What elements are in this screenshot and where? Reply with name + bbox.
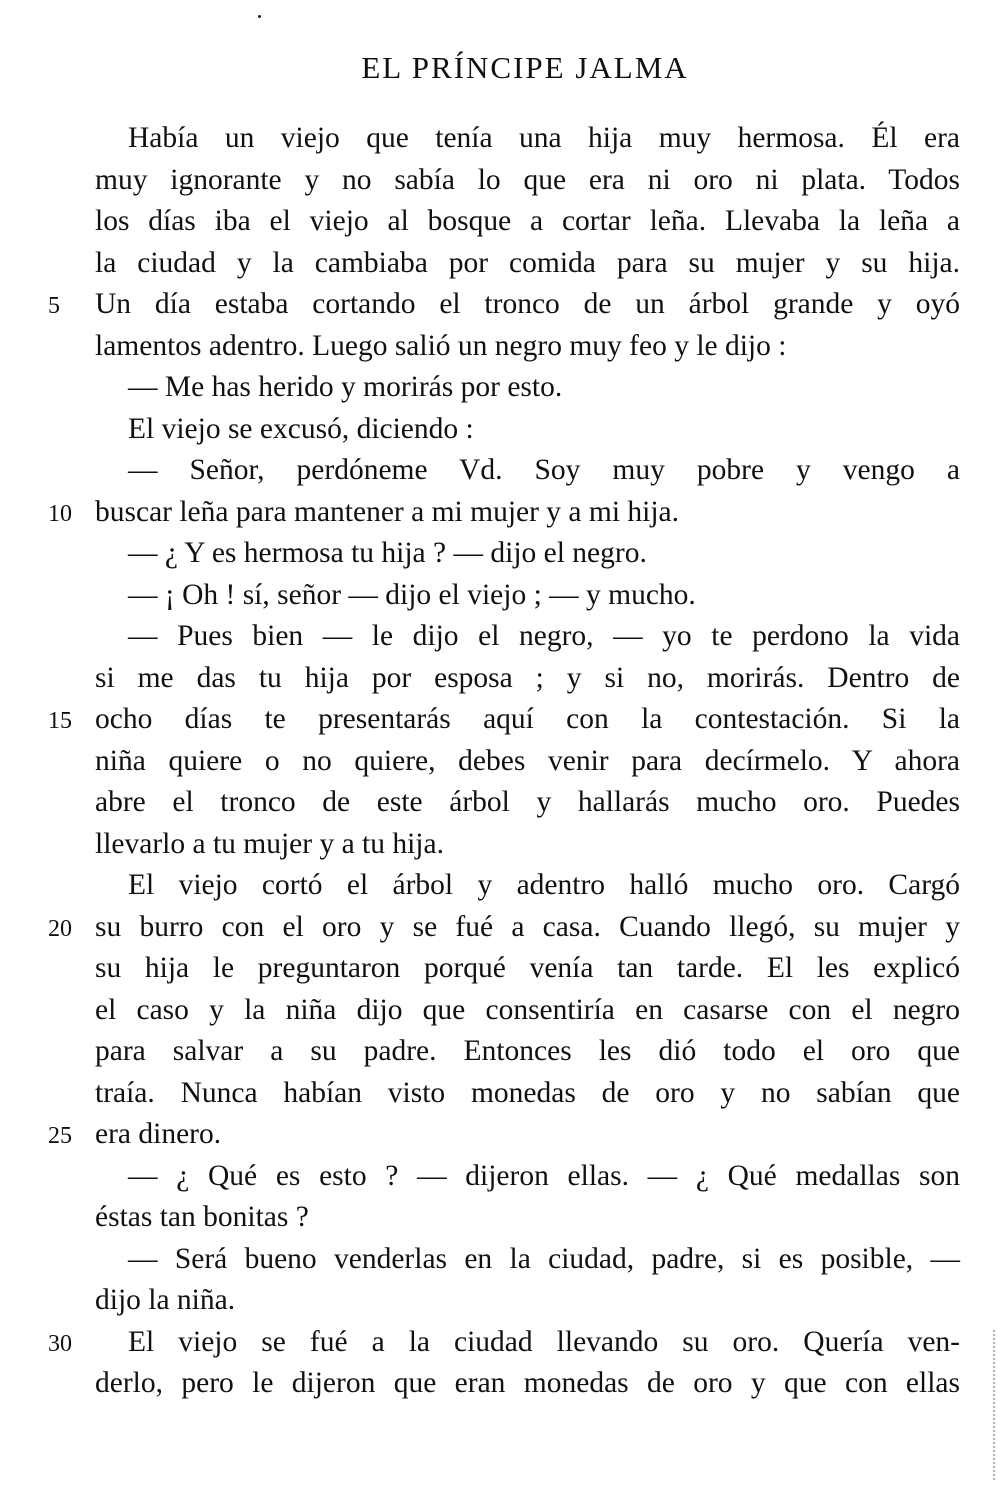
line-text: — Señor, perdóneme Vd. Soy muy pobre y vengo a xyxy=(128,454,960,486)
line-text: su burro con el oro y se fué a casa. Cuando llegó, su mujer y xyxy=(95,910,960,943)
line-text: Había un viejo que tenía una hija muy hermosa. Él era xyxy=(128,122,960,154)
text-line xyxy=(95,326,960,368)
line-number: 10 xyxy=(48,500,72,527)
text-line xyxy=(95,1031,960,1073)
line-text: — ¿ Y es hermosa tu hija ? — dijo el negro. xyxy=(128,537,647,569)
line-text: Un día estaba cortando el tronco de un árbol grande y oyó xyxy=(95,288,960,320)
line-text: lamentos adentro. Luego salió un negro muy feo y le dijo : xyxy=(95,329,787,362)
line-text: su hija le preguntaron porqué venía tan tarde. El les explicó xyxy=(95,952,960,984)
text-line xyxy=(95,824,960,866)
line-text: traía. Nunca habían visto monedas de oro y no sabían que xyxy=(95,1076,960,1109)
line-text: éstas tan bonitas ? xyxy=(95,1201,309,1233)
text-line xyxy=(48,284,960,326)
line-text: El viejo se excusó, diciendo : xyxy=(128,412,474,445)
line-text: abre el tronco de este árbol y hallarás mucho oro. Puedes xyxy=(95,786,960,818)
line-text: — ¿ Qué es esto ? — dijeron ellas. — ¿ Qué medallas son xyxy=(128,1159,960,1192)
page-title: EL PRÍNCIPE JALMA xyxy=(361,50,689,85)
text-line xyxy=(95,782,960,824)
text-line xyxy=(95,409,960,451)
line-number: 20 xyxy=(48,915,72,942)
line-text: los días iba el viejo al bosque a cortar leña. Llevaba la leña a xyxy=(95,205,960,237)
line-text: derlo, pero le dijeron que eran monedas de oro y que con ellas xyxy=(95,1367,960,1399)
line-text: — Me has herido y morirás por esto. xyxy=(128,371,563,403)
text-line xyxy=(95,1073,960,1115)
ink-speck xyxy=(258,15,261,18)
text-line xyxy=(48,492,960,534)
line-text: niña quiere o no quiere, debes venir para decírmelo. Y ahora xyxy=(95,744,960,777)
line-number: 15 xyxy=(48,708,72,734)
text-line xyxy=(95,575,960,617)
text-line xyxy=(95,741,960,783)
line-text: buscar leña para mantener a mi mujer y a mi hija. xyxy=(95,495,680,528)
text-line xyxy=(48,699,960,741)
text-line xyxy=(95,201,960,243)
text-line xyxy=(95,118,960,160)
text-line xyxy=(95,865,960,907)
line-text: muy ignorante y no sabía lo que era ni oro ni plata. Todos xyxy=(95,163,960,196)
text-line xyxy=(95,658,960,700)
text-line xyxy=(95,160,960,202)
page-edge-marks xyxy=(993,1330,997,1480)
line-text: — Pues bien — le dijo el negro, — yo te perdono la vida xyxy=(128,620,960,652)
text-line xyxy=(95,1239,960,1281)
line-number: 25 xyxy=(48,1123,72,1149)
text-line xyxy=(48,1114,960,1156)
line-text: si me das tu hija por esposa ; y si no, morirás. Dentro de xyxy=(95,661,960,694)
text-line xyxy=(95,1156,960,1198)
line-text: era dinero. xyxy=(95,1118,222,1150)
text-line xyxy=(48,1322,960,1364)
text-line xyxy=(95,450,960,492)
line-text: para salvar a su padre. Entonces les dió todo el oro que xyxy=(95,1035,960,1067)
text-line xyxy=(48,907,960,949)
line-text: ocho días te presentarás aquí con la contestación. Si la xyxy=(95,703,960,735)
line-text: El viejo cortó el árbol y adentro halló mucho oro. Cargó xyxy=(128,869,960,901)
body-text xyxy=(48,118,960,1405)
text-line xyxy=(95,243,960,285)
text-line xyxy=(95,367,960,409)
text-line xyxy=(95,1280,960,1322)
text-line xyxy=(95,616,960,658)
line-number: 30 xyxy=(48,1330,72,1357)
line-text: la ciudad y la cambiaba por comida para su mujer y su hija. xyxy=(95,246,960,279)
line-text: — Será bueno venderlas en la ciudad, padre, si es posible, — xyxy=(128,1242,960,1275)
line-text: — ¡ Oh ! sí, señor — dijo el viejo ; — y mucho. xyxy=(128,578,696,611)
line-text: el caso y la niña dijo que consentiría en casarse con el negro xyxy=(95,993,960,1026)
text-line xyxy=(95,990,960,1032)
text-line xyxy=(95,1197,960,1239)
line-text: llevarlo a tu mujer y a tu hija. xyxy=(95,827,444,860)
line-number: 5 xyxy=(48,293,60,319)
text-line xyxy=(95,948,960,990)
text-line xyxy=(95,533,960,575)
text-line xyxy=(95,1363,960,1405)
line-text: dijo la niña. xyxy=(95,1284,236,1316)
line-text: El viejo se fué a la ciudad llevando su oro. Quería ven- xyxy=(128,1325,960,1358)
